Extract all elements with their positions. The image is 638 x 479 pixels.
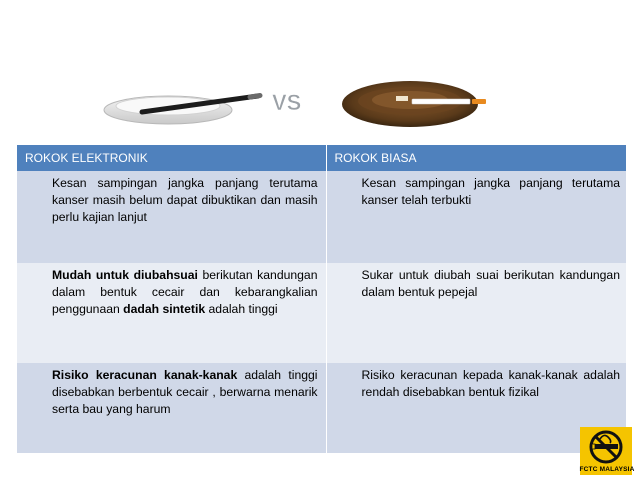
cell-electronic: Mudah untuk diubahsuai berikutan kandungan dalam bentuk cecair dan kebarangkalian penggunaan dadah sintetik adalah tinggi: [17, 263, 326, 363]
ashtray-image: [342, 81, 486, 127]
table-row: [17, 363, 626, 453]
cell-regular: Risiko keracunan kepada kanak-kanak adalah rendah disebabkan bentuk fizikal: [326, 363, 626, 453]
comparison-illustration: [100, 72, 540, 130]
header-rokok-elektronik: ROKOK ELEKTRONIK: [17, 145, 326, 171]
comparison-table: [17, 145, 626, 453]
table-row: [17, 263, 626, 363]
header-rokok-biasa: ROKOK BIASA: [326, 145, 626, 171]
cell-regular: Sukar untuk diubah suai berikutan kandungan dalam bentuk pepejal: [326, 263, 626, 363]
vs-label: VS: [272, 90, 302, 115]
e-cigarette-image: [104, 96, 260, 125]
cell-electronic: Kesan sampingan jangka panjang terutama kanser masih belum dapat dibuktikan dan masih perlu kajian lanjut: [17, 171, 326, 263]
table-row: [17, 171, 626, 263]
cell-regular: Kesan sampingan jangka panjang terutama kanser telah terbukti: [326, 171, 626, 263]
logo-caption: FCTC MALAYSIA: [579, 466, 635, 473]
cell-electronic: Risiko keracunan kanak-kanak adalah tinggi disebabkan berbentuk cecair , berwarna menarik serta bau yang harum: [17, 363, 326, 453]
table-header-row: [17, 145, 626, 171]
